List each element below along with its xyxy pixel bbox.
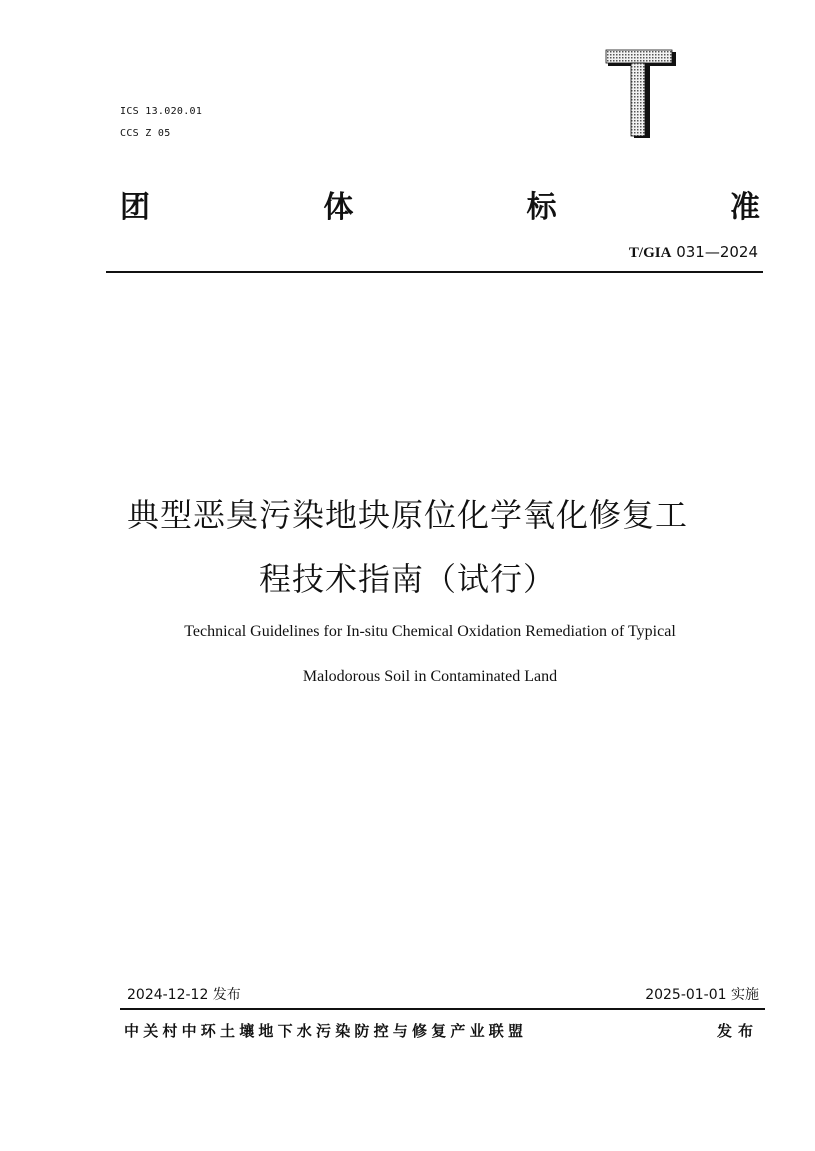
footer-divider	[120, 1008, 765, 1010]
publish-label: 发布	[716, 1022, 759, 1040]
title-english-line-1: Technical Guidelines for In-situ Chemical Oxidation Remediation of Typical	[184, 623, 676, 640]
standard-type-char: 准	[729, 190, 760, 225]
implementation-date: 2025-01-01 实施	[645, 987, 759, 1003]
standard-number-value: 031—2024	[676, 243, 758, 261]
standard-number-prefix: T/GIA	[628, 245, 672, 261]
standard-type-char: 体	[323, 190, 354, 225]
publisher-name: 中关村中环土壤地下水污染防控与修复产业联盟	[124, 1022, 528, 1040]
standard-type-char: 标	[526, 190, 557, 225]
ccs-code: CCS Z 05	[120, 128, 171, 139]
standard-type-heading	[120, 188, 760, 228]
title-chinese-line-1: 典型恶臭污染地块原位化学氧化修复工	[126, 496, 688, 534]
title-english-line-2: Malodorous Soil in Contaminated Land	[302, 668, 558, 685]
standard-type-char: 团	[120, 190, 150, 225]
ics-code: ICS 13.020.01	[120, 106, 203, 117]
standard-number	[629, 243, 758, 262]
header-divider	[106, 271, 763, 273]
issue-date: 2024-12-12 发布	[127, 987, 241, 1003]
title-chinese-line-2: 程技术指南（试行）	[258, 560, 556, 598]
t-standard-logo	[604, 48, 678, 140]
